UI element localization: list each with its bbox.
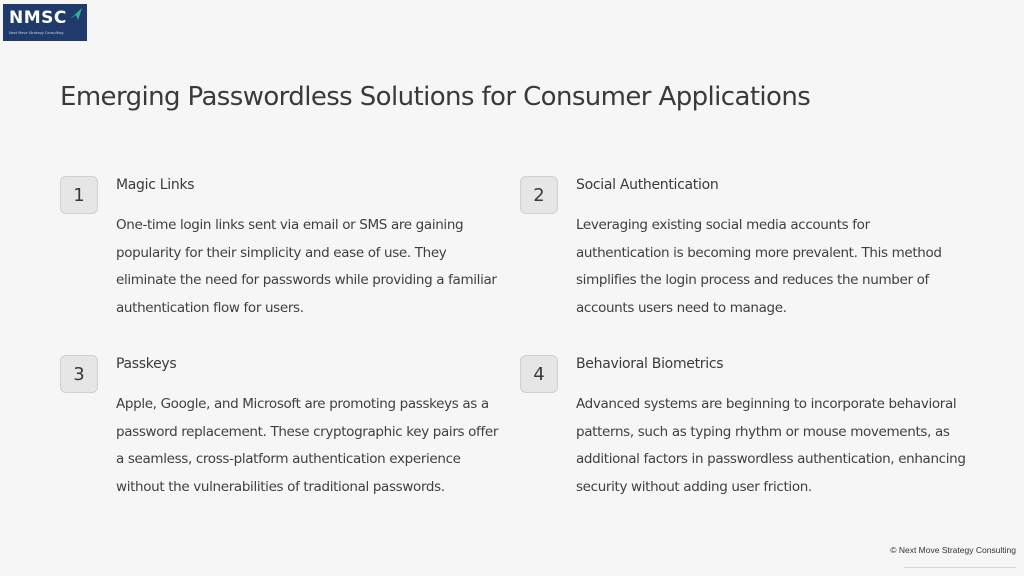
list-item bbox=[520, 355, 966, 505]
item-description: One-time login links sent via email or SMS are gaining popularity for their simplicity and ease of use. They eliminate the need for passwords while providing a familiar authentication flow for users. bbox=[116, 217, 497, 316]
footer-divider bbox=[904, 567, 1016, 568]
arrow-icon bbox=[69, 7, 83, 21]
item-heading: Passkeys bbox=[116, 356, 177, 372]
item-heading: Magic Links bbox=[116, 177, 195, 193]
item-description: Apple, Google, and Microsoft are promoting passkeys as a password replacement. These cryptographic key pairs offer a seamless, cross-platform authentication experience without the vulnerabilities of traditional passwords. bbox=[116, 396, 499, 495]
copyright-notice: © Next Move Strategy Consulting bbox=[890, 545, 1016, 555]
list-item bbox=[520, 176, 960, 326]
logo-text: NMSC bbox=[9, 8, 67, 28]
item-number-badge: 2 bbox=[520, 176, 558, 214]
item-number-badge: 3 bbox=[60, 355, 98, 393]
item-heading: Social Authentication bbox=[576, 177, 719, 193]
item-number-badge: 1 bbox=[60, 176, 98, 214]
company-logo bbox=[3, 4, 87, 41]
logo-subtext: Next Move Strategy Consulting bbox=[9, 31, 64, 35]
item-description: Leveraging existing social media accounts for authentication is becoming more prevalent. This method simplifies the login process and reduces the number of accounts users need to manage. bbox=[576, 217, 942, 316]
item-description: Advanced systems are beginning to incorporate behavioral patterns, such as typing rhythm or mouse movements, as additional factors in passwordless authentication, enhancing security without adding user friction. bbox=[576, 396, 966, 495]
list-item bbox=[60, 355, 500, 505]
item-heading: Behavioral Biometrics bbox=[576, 356, 724, 372]
slide-title: Emerging Passwordless Solutions for Consumer Applications bbox=[60, 82, 811, 112]
item-number-badge: 4 bbox=[520, 355, 558, 393]
list-item bbox=[60, 176, 500, 326]
